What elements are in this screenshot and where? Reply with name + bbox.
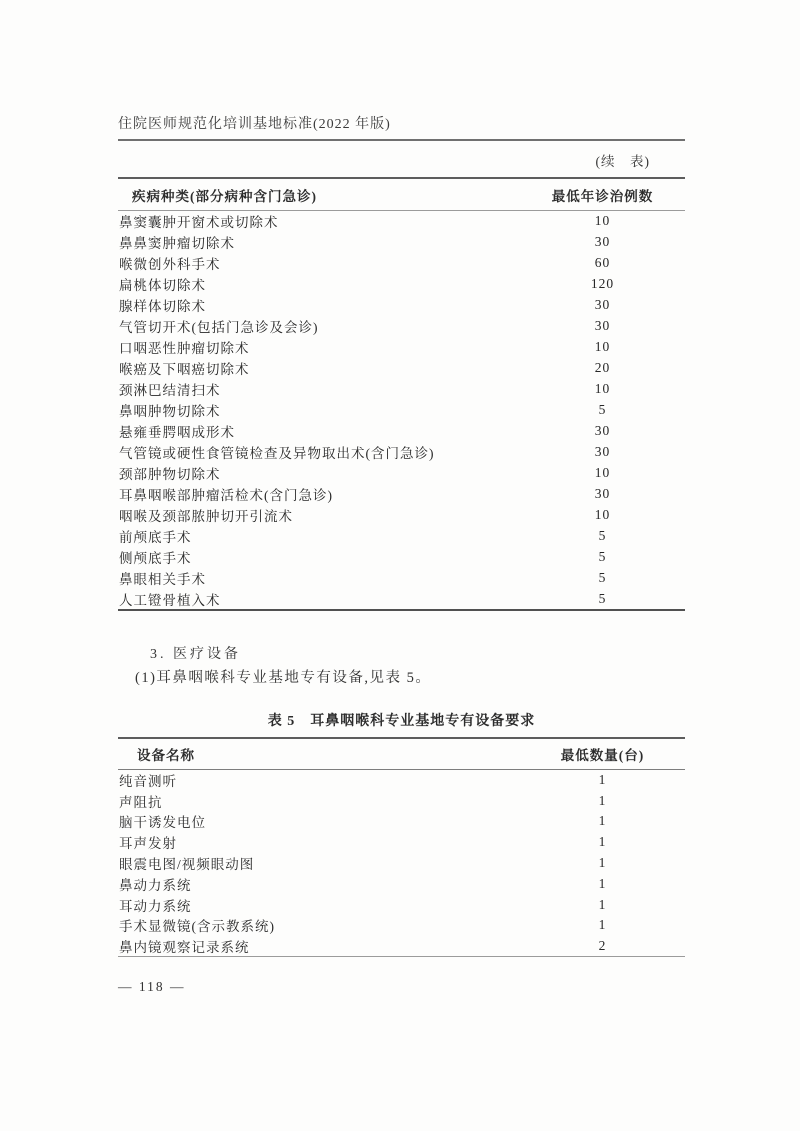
table-row: [118, 379, 685, 400]
quantity-cell: 1: [598, 772, 607, 788]
page-number: — 118 —: [118, 979, 186, 994]
continued-table-label: (续 表): [595, 154, 650, 169]
equipment-name-cell: 纯音测听: [119, 774, 177, 790]
table-row: [118, 232, 685, 253]
disease-name-cell: 颈淋巴结清扫术: [119, 383, 221, 398]
table-row: [118, 936, 685, 957]
table-row: [118, 832, 685, 853]
case-count-cell: 10: [594, 381, 611, 396]
case-count-cell: 30: [594, 234, 611, 249]
disease-name-cell: 人工镫骨植入术: [119, 592, 221, 608]
case-count-cell: 5: [598, 590, 607, 606]
case-count-cell: 30: [594, 423, 611, 438]
section-paragraph-equipment-intro: (1)耳鼻咽喉科专业基地专有设备,见表 5。: [135, 670, 432, 686]
equipment-name-cell: 耳动力系统: [119, 898, 192, 914]
case-count-cell: 5: [598, 549, 607, 564]
table-row: [118, 463, 685, 484]
table-row: [118, 211, 685, 232]
equipment-table-header: [118, 738, 685, 770]
case-count-cell: 20: [594, 360, 611, 375]
disease-name-cell: 腺样体切除术: [119, 299, 206, 314]
quantity-cell: 1: [598, 792, 607, 808]
case-count-cell: 10: [594, 213, 611, 229]
case-count-cell: 10: [594, 465, 611, 480]
table-row: [118, 589, 685, 610]
table-row: [118, 547, 685, 568]
disease-name-cell: 鼻咽肿物切除术: [119, 404, 221, 419]
running-header: 住院医师规范化培训基地标准(2022 年版): [118, 113, 685, 141]
equipment-name-cell: 眼震电图/视频眼动图: [119, 857, 255, 873]
quantity-cell: 1: [598, 917, 607, 933]
table-row: [118, 400, 685, 421]
header-row: [118, 178, 685, 211]
table-row: [118, 295, 685, 316]
table-row: [118, 770, 685, 791]
table-row: [118, 505, 685, 526]
disease-name-cell: 前颅底手术: [119, 530, 192, 545]
case-count-cell: 5: [598, 402, 607, 417]
disease-table-header: [118, 178, 685, 211]
disease-name-cell: 咽喉及颈部脓肿切开引流术: [119, 509, 293, 524]
quantity-cell: 1: [598, 813, 607, 829]
disease-name-cell: 口咽恶性肿瘤切除术: [119, 341, 250, 356]
case-count-cell: 5: [598, 528, 607, 543]
case-count-cell: 30: [594, 444, 611, 459]
table-row: [118, 484, 685, 505]
equipment-name-cell: 鼻动力系统: [119, 877, 192, 893]
disease-name-cell: 喉癌及下咽癌切除术: [119, 362, 250, 377]
disease-table: [118, 177, 685, 611]
table-row: [118, 853, 685, 874]
equipment-name-cell: 手术显微镜(含示教系统): [119, 919, 275, 935]
disease-name-cell: 喉微创外科手术: [119, 257, 221, 272]
disease-name-cell: 鼻鼻窦肿瘤切除术: [119, 236, 235, 251]
case-count-cell: 10: [594, 339, 611, 354]
disease-name-cell: 气管镜或硬性食管镜检查及异物取出术(含门急诊): [119, 446, 435, 461]
disease-name-cell: 侧颅底手术: [119, 551, 192, 566]
table-row: [118, 274, 685, 295]
disease-name-cell: 气管切开术(包括门急诊及会诊): [119, 320, 319, 335]
disease-name-cell: 耳鼻咽喉部肿瘤活检术(含门急诊): [119, 488, 333, 503]
table-row: [118, 316, 685, 337]
table5-caption: 表 5 耳鼻咽喉科专业基地专有设备要求: [267, 714, 536, 729]
disease-name-cell: 悬雍垂腭咽成形术: [119, 425, 235, 440]
case-count-cell: 60: [594, 255, 611, 270]
table-row: [118, 253, 685, 274]
quantity-cell: 2: [598, 938, 607, 954]
column-header-min-annual-cases: 最低年诊治例数: [520, 178, 685, 211]
table-row: [118, 442, 685, 463]
table-row: [118, 526, 685, 547]
disease-table-body: [118, 211, 685, 610]
quantity-cell: 1: [598, 834, 607, 850]
quantity-cell: 1: [598, 896, 607, 912]
header-row: [118, 738, 685, 770]
case-count-cell: 30: [594, 297, 611, 312]
column-header-min-quantity: 最低数量(台): [520, 738, 685, 770]
column-header-equipment-name: 设备名称: [118, 738, 520, 770]
table-row: [118, 811, 685, 832]
case-count-cell: 10: [594, 507, 611, 522]
equipment-table-body: [118, 770, 685, 957]
table-row: [118, 358, 685, 379]
case-count-cell: 30: [594, 318, 611, 333]
disease-name-cell: 颈部肿物切除术: [119, 467, 221, 482]
equipment-name-cell: 耳声发射: [119, 836, 177, 852]
case-count-cell: 120: [590, 276, 615, 291]
equipment-table: [118, 737, 685, 957]
section-heading-medical-equipment: 3. 医疗设备: [150, 647, 241, 662]
column-header-disease-type: 疾病种类(部分病种含门急诊): [118, 178, 520, 211]
equipment-name-cell: 鼻内镜观察记录系统: [119, 940, 250, 956]
table-row: [118, 894, 685, 915]
table-row: [118, 915, 685, 936]
table-row: [118, 873, 685, 894]
table-row: [118, 337, 685, 358]
equipment-name-cell: 声阻抗: [119, 794, 163, 810]
table-row: [118, 568, 685, 589]
disease-name-cell: 扁桃体切除术: [119, 278, 206, 293]
case-count-cell: 5: [598, 570, 607, 585]
equipment-name-cell: 脑干诱发电位: [119, 815, 206, 831]
table-row: [118, 421, 685, 442]
case-count-cell: 30: [594, 486, 611, 501]
disease-name-cell: 鼻窦囊肿开窗术或切除术: [119, 215, 279, 231]
quantity-cell: 1: [598, 855, 607, 871]
quantity-cell: 1: [598, 875, 607, 891]
table-row: [118, 790, 685, 811]
disease-name-cell: 鼻眼相关手术: [119, 572, 206, 587]
